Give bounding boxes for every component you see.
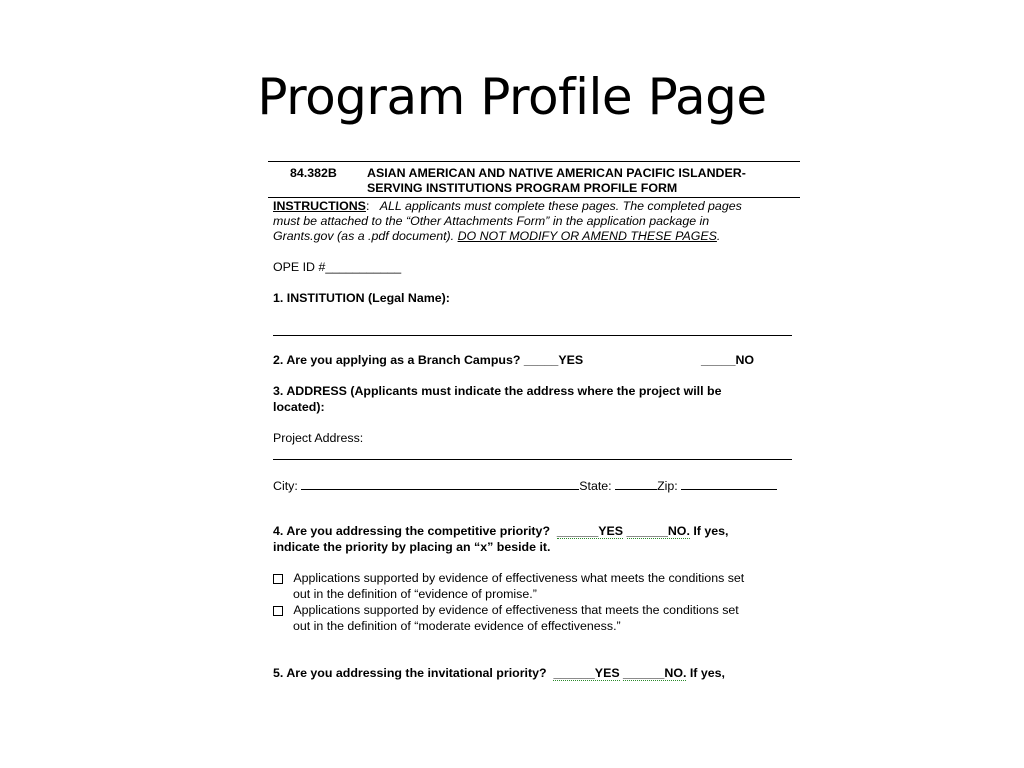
form-code: 84.382B — [290, 166, 337, 180]
state-field[interactable] — [615, 478, 657, 490]
q3-address-line1: 3. ADDRESS (Applicants must indicate the address where the project will be — [273, 384, 722, 398]
project-address-label: Project Address: — [273, 431, 364, 445]
form-title-line2: SERVING INSTITUTIONS PROGRAM PROFILE FORM — [367, 181, 678, 195]
q1-institution-label: 1. INSTITUTION (Legal Name): — [273, 291, 450, 305]
q5-question: 5. Are you addressing the invitational priority? — [273, 666, 547, 680]
city-field[interactable] — [301, 478, 579, 490]
q5-no-option[interactable]: ______NO. — [623, 666, 687, 680]
instructions-line2: must be attached to the “Other Attachments Form” in the application package in — [273, 214, 710, 228]
option2-line2: out in the definition of “moderate evidence of effectiveness.” — [293, 619, 621, 633]
instructions-colon: : — [365, 199, 370, 213]
instructions-line3 — [273, 229, 720, 245]
form-title-line1: ASIAN AMERICAN AND NATIVE AMERICAN PACIFIC ISLANDER- — [367, 166, 746, 180]
instructions-label: INSTRUCTIONS — [273, 199, 366, 213]
form-document — [268, 160, 804, 686]
header-rule — [268, 197, 800, 198]
instructions-line1: ALL applicants must complete these pages. The completed pages — [379, 199, 742, 213]
q5-tail: If yes, — [686, 666, 725, 680]
option1-line1: Applications supported by evidence of effectiveness what meets the conditions set — [293, 571, 745, 585]
q4-line1 — [273, 524, 728, 540]
q4-question: 4. Are you addressing the competitive priority? — [273, 524, 551, 538]
q4-line2: indicate the priority by placing an “x” beside it. — [273, 540, 551, 554]
q4-tail: If yes, — [689, 524, 729, 538]
institution-name-line[interactable] — [273, 335, 792, 336]
instructions-line3-a: Grants.gov (as a .pdf document). — [273, 229, 458, 243]
do-not-modify-notice: DO NOT MODIFY OR AMEND THESE PAGES — [457, 229, 717, 243]
zip-label: Zip: — [657, 479, 678, 493]
q4-option1 — [273, 571, 744, 587]
option2-line1: Applications supported by evidence of effectiveness that meets the conditions set — [293, 603, 739, 617]
q2-no-option[interactable]: _____NO — [701, 353, 755, 367]
slide-title: Program Profile Page — [257, 68, 767, 126]
top-rule — [268, 161, 800, 162]
instructions-line3-c: . — [716, 229, 721, 243]
instructions — [273, 199, 742, 215]
q2-branch-campus: 2. Are you applying as a Branch Campus? _____YES — [273, 353, 584, 367]
q4-option2 — [273, 603, 739, 619]
option2-checkbox[interactable] — [273, 606, 283, 616]
state-label: State: — [579, 479, 612, 493]
option1-line2: out in the definition of “evidence of promise.” — [293, 587, 537, 601]
project-address-line[interactable] — [273, 459, 792, 460]
option1-checkbox[interactable] — [273, 574, 283, 584]
ope-id-field[interactable]: OPE ID #___________ — [273, 260, 402, 274]
q5-line1 — [273, 666, 725, 682]
q3-address-line2: located): — [273, 400, 325, 414]
q5-yes-option[interactable]: ______YES — [553, 666, 620, 680]
city-state-zip-row — [273, 478, 777, 495]
q4-no-option[interactable]: ______NO. — [626, 524, 690, 538]
city-label: City: — [273, 479, 298, 493]
zip-field[interactable] — [681, 478, 777, 490]
q4-yes-option[interactable]: ______YES — [556, 524, 624, 538]
